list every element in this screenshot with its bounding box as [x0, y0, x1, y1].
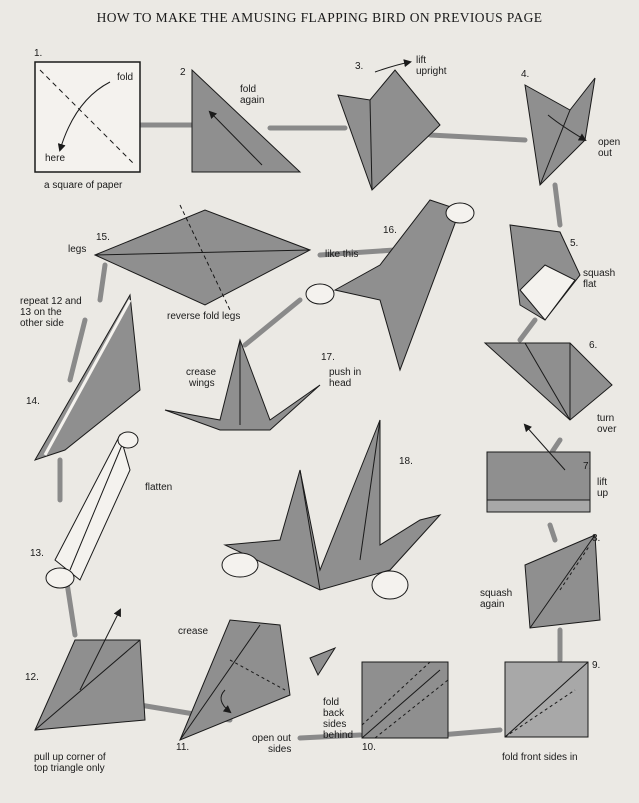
step-2-label-fold: fold	[240, 84, 257, 95]
step-10-label-back: back	[323, 708, 345, 719]
page-title: HOW TO MAKE THE AMUSING FLAPPING BIRD ON PREVIOUS PAGE	[96, 10, 543, 25]
step-1-label-here: here	[45, 153, 66, 164]
step-11-figure	[180, 620, 290, 740]
step-14-number: 14.	[26, 396, 40, 407]
step-7-label-lift: lift	[597, 477, 607, 488]
step-4-figure	[525, 78, 595, 185]
step-11-number: 11.	[176, 742, 190, 753]
step-17-label-wings: wings	[189, 378, 215, 389]
step-4-number: 4.	[521, 69, 530, 80]
step-6-number: 6.	[589, 340, 598, 351]
step-17-label-push-in: push in	[329, 367, 362, 378]
step-8-label-squash: squash	[480, 588, 513, 599]
step-1-number: 1.	[34, 48, 43, 59]
step-11-label-crease: crease	[178, 626, 209, 637]
step-13-label-flatten: flatten	[145, 482, 173, 493]
step-15-label-reverse-fold: reverse fold legs	[167, 311, 241, 322]
step-14-label-line-3: other side	[20, 318, 64, 329]
step-11-label-sides: sides	[268, 744, 292, 755]
step-14-label-line-2: 13 on the	[20, 307, 62, 318]
step-15-number: 15.	[96, 232, 110, 243]
step-3-label-lift: lift	[416, 55, 426, 66]
step-1-caption: a square of paper	[44, 180, 123, 191]
step-7-figure	[487, 425, 590, 512]
step-17-label-head: head	[329, 378, 352, 389]
step-16-number: 16.	[383, 225, 397, 236]
step-9-number: 9.	[592, 660, 601, 671]
step-10-label-behind: behind	[323, 730, 354, 741]
step-10-label-sides: sides	[323, 719, 347, 730]
step-8-number: 8.	[592, 533, 601, 544]
step-9-figure	[505, 662, 588, 737]
step-4-label-out: out	[598, 148, 612, 159]
step-13-number: 13.	[30, 548, 44, 559]
step-7-number: 7.	[583, 461, 592, 472]
step-12-number: 12.	[25, 672, 39, 683]
step-3-label-upright: upright	[416, 66, 447, 77]
step-15-figure	[95, 205, 310, 310]
step-14-label-line-1: repeat 12 and	[20, 296, 82, 307]
step-17-label-crease: crease	[186, 367, 217, 378]
step-3-number: 3.	[355, 61, 364, 72]
step-8-figure	[525, 535, 600, 628]
step-6-figure	[485, 343, 612, 420]
step-12-caption-line-1: pull up corner of	[34, 752, 106, 763]
step-10-label-fold: fold	[323, 697, 340, 708]
step-15-label-legs: legs	[68, 244, 87, 255]
step-12-caption-line-2: top triangle only	[34, 763, 105, 774]
step-10-number: 10.	[362, 742, 376, 753]
step-18-figure	[222, 420, 440, 599]
step-9-caption: fold front sides in	[502, 752, 578, 763]
step-1-label-fold: fold	[117, 72, 134, 83]
step-5-number: 5.	[570, 238, 579, 249]
step-18-number: 18.	[399, 456, 413, 467]
step-7-label-up: up	[597, 488, 609, 499]
step-5-label-squash: squash	[583, 268, 616, 279]
step-3-figure	[338, 62, 440, 190]
step-4-label-open: open	[598, 137, 621, 148]
step-13-figure	[46, 432, 138, 588]
step-7-label-turn: turn	[597, 413, 615, 424]
step-17-number: 17.	[321, 352, 335, 363]
step-11-label-open-out: open out	[252, 733, 291, 744]
step-2-number: 2	[180, 67, 186, 78]
step-7-label-over: over	[597, 424, 617, 435]
step-2-label-again: again	[240, 95, 265, 106]
step-8-label-again: again	[480, 599, 505, 610]
step-5-label-flat: flat	[583, 279, 597, 290]
step-16-label-like-this: like this	[325, 249, 359, 260]
step-12-figure	[35, 610, 145, 730]
